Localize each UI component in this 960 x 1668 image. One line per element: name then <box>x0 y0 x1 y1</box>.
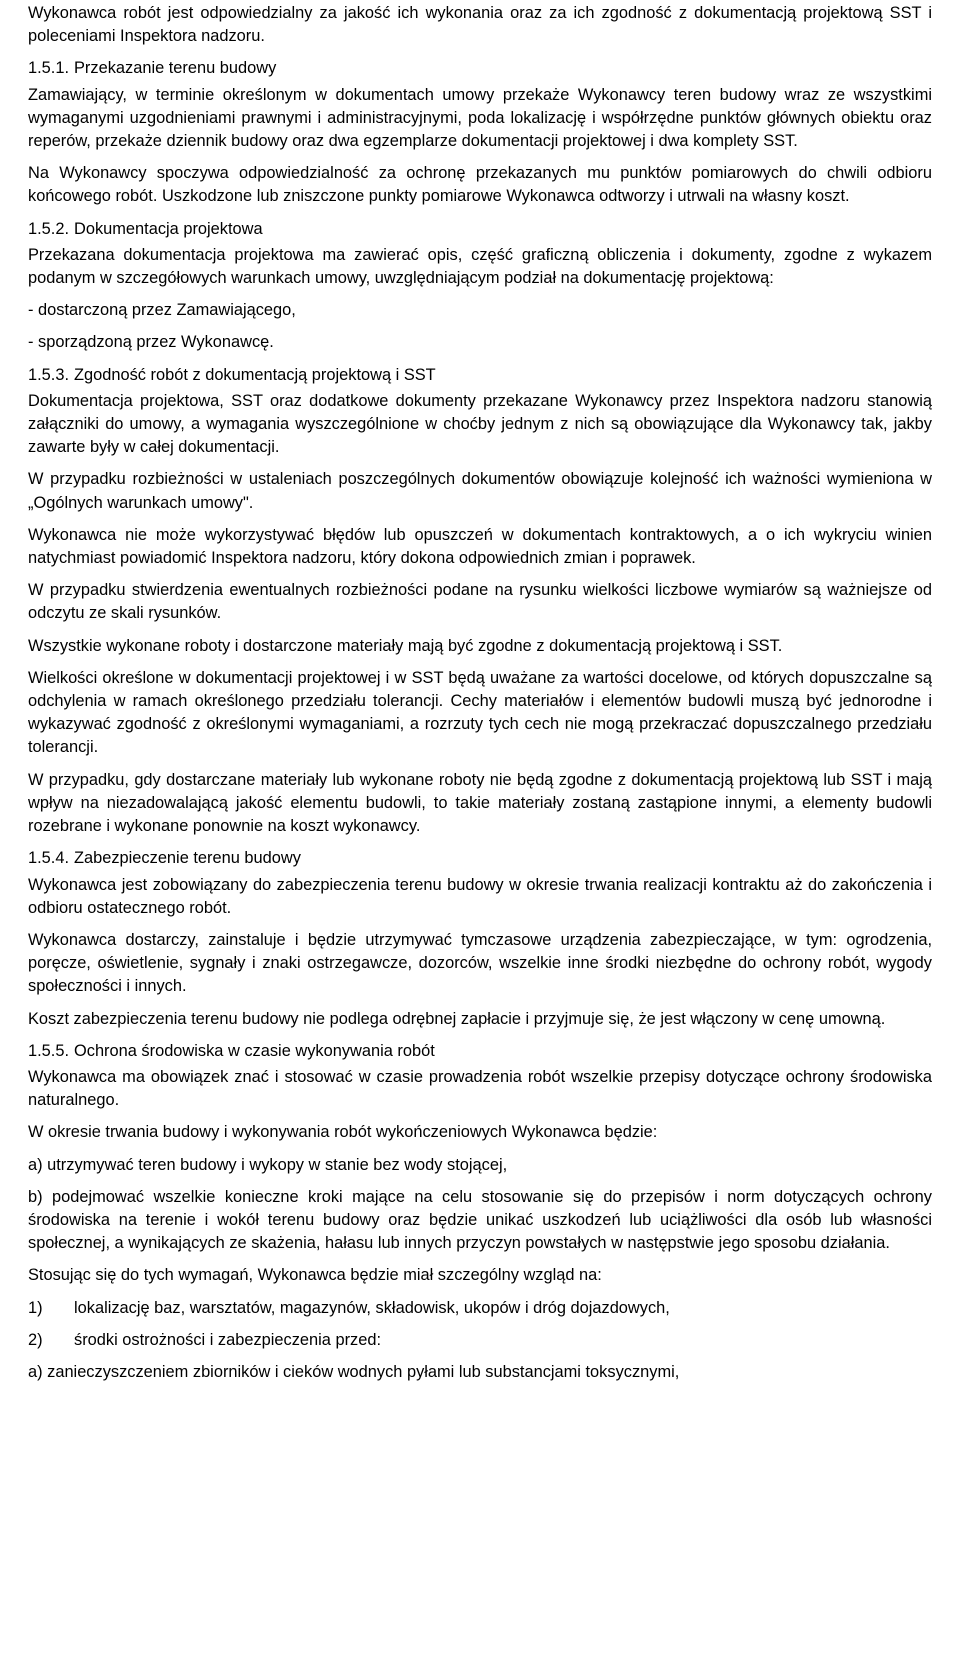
paragraph: Dokumentacja projektowa, SST oraz dodatkowe dokumenty przekazane Wykonawcy przez Inspektora nadzoru stanowią załączniki do umowy, a wymagania wyszczególnione w choćby jednym z nich są obowiązujące dla Wykonawcy tak, jakby zawarte były w całej dokumentacji. <box>28 391 932 457</box>
numbered-item-1 <box>28 1297 932 1320</box>
list-item: b) podejmować wszelkie konieczne kroki mające na celu stosowanie się do przepisów i norm dotyczących ochrony środowiska na terenie i wokół terenu budowy oraz będzie unikać uszkodzeń lub uciążliwości dla osób lub własności społecznej, a wynikających ze skażenia, hałasu lub innych przyczyn powstałych w następstwie jego sposobu działania. <box>28 1187 932 1253</box>
paragraph: Wykonawca dostarczy, zainstaluje i będzie utrzymywać tymczasowe urządzenia zabezpieczające, w tym: ogrodzenia, poręcze, oświetlenie, sygnały i znaki ostrzegawcze, dozorców, wszelkie inne środki niezbędne do ochrony robót, wygody społeczności i innych. <box>28 930 932 996</box>
section-title: Przekazanie terenu budowy <box>74 59 277 78</box>
section-heading-1-5-3 <box>28 364 932 387</box>
paragraph: Zamawiający, w terminie określonym w dokumentach umowy przekaże Wykonawcy teren budowy wraz ze wszystkimi wymaganymi uzgodnieniami prawnymi i administracyjnymi, poda lokalizację i współrzędne punktów głównych obiektu oraz reperów, przekaże dziennik budowy oraz dwa egzemplarze dokumentacji projektowej i dwa komplety SST. <box>28 85 932 151</box>
item-number: 1) <box>28 1298 43 1317</box>
section-title: Zabezpieczenie terenu budowy <box>74 849 301 868</box>
section-number: 1.5.4. <box>28 849 70 868</box>
section-number: 1.5.5. <box>28 1041 70 1060</box>
section-number: 1.5.1. <box>28 59 70 78</box>
section-heading-1-5-2 <box>28 218 932 241</box>
paragraph: Wykonawca robót jest odpowiedzialny za jakość ich wykonania oraz za ich zgodność z dokumentacją projektową SST i poleceniami Inspektora nadzoru. <box>28 4 932 46</box>
section-number: 1.5.2. <box>28 219 70 238</box>
section-heading-1-5-5 <box>28 1040 932 1063</box>
paragraph: W przypadku rozbieżności w ustaleniach poszczególnych dokumentów obowiązuje kolejność ich ważności wymieniona w „Ogólnych warunkach umowy". <box>28 470 932 512</box>
section-title: Ochrona środowiska w czasie wykonywania robót <box>74 1041 435 1060</box>
section-heading-1-5-1 <box>28 57 932 80</box>
paragraph: Przekazana dokumentacja projektowa ma zawierać opis, część graficzną obliczenia i dokumenty, zgodne z wykazem podanym w szczegółowych warunkach umowy, uwzględniającym podział na dokumentację projektową: <box>28 245 932 288</box>
paragraph: Koszt zabezpieczenia terenu budowy nie podlega odrębnej zapłacie i przyjmuje się, że jest włączony w cenę umowną. <box>28 1009 886 1028</box>
section-title: Dokumentacja projektowa <box>74 219 263 238</box>
paragraph: Wykonawca nie może wykorzystywać błędów lub opuszczeń w dokumentach kontraktowych, a o ich wykryciu winien natychmiast powiadomić Inspektora nadzoru, który dokona odpowiednich zmian i poprawek. <box>28 525 932 568</box>
paragraph: W okresie trwania budowy i wykonywania robót wykończeniowych Wykonawca będzie: <box>28 1123 658 1142</box>
paragraph: Wszystkie wykonane roboty i dostarczone materiały mają być zgodne z dokumentacją projektową i SST. <box>28 636 783 655</box>
paragraph: Wykonawca jest zobowiązany do zabezpieczenia terenu budowy w okresie trwania realizacji kontraktu aż do zakończenia i odbioru ostatecznego robót. <box>28 875 932 917</box>
item-number: 2) <box>28 1330 43 1349</box>
paragraph: W przypadku stwierdzenia ewentualnych rozbieżności podane na rysunku wielkości liczbowe wymiarów są ważniejsze od odczytu ze skali rysunków. <box>28 581 932 623</box>
item-text: lokalizację baz, warsztatów, magazynów, składowisk, ukopów i dróg dojazdowych, <box>74 1298 670 1317</box>
paragraph: Stosując się do tych wymagań, Wykonawca będzie miał szczególny wzgląd na: <box>28 1266 602 1285</box>
section-heading-1-5-4 <box>28 847 932 870</box>
list-item: - sporządzoną przez Wykonawcę. <box>28 333 274 352</box>
paragraph: Na Wykonawcy spoczywa odpowiedzialność za ochronę przekazanych mu punktów pomiarowych do chwili odbioru końcowego robót. Uszkodzone lub zniszczone punkty pomiarowe Wykonawca odtworzy i utrwali na własny koszt. <box>28 164 932 206</box>
list-item: a) zanieczyszczeniem zbiorników i cieków wodnych pyłami lub substancjami toksycznymi, <box>28 1362 680 1381</box>
section-number: 1.5.3. <box>28 365 70 384</box>
numbered-item-2 <box>28 1329 932 1352</box>
paragraph: Wykonawca ma obowiązek znać i stosować w czasie prowadzenia robót wszelkie przepisy dotyczące ochrony środowiska naturalnego. <box>28 1067 932 1110</box>
list-item: - dostarczoną przez Zamawiającego, <box>28 301 296 320</box>
paragraph: Wielkości określone w dokumentacji projektowej i w SST będą uważane za wartości docelowe, od których dopuszczalne są odchylenia w ramach określonego przedziału tolerancji. Cechy materiałów i elementów budowli muszą być jednorodne i wykazywać zgodność z określonymi wymaganiami, a rozrzuty tych cech nie mogą przekraczać dopuszczalnego przedziału tolerancji. <box>28 668 932 757</box>
paragraph: W przypadku, gdy dostarczane materiały lub wykonane roboty nie będą zgodne z dokumentacją projektową lub SST i mają wpływ na niezadowalającą jakość elementu budowli, to takie materiały zostaną zastąpione innymi, a elementy budowli rozebrane i wykonane ponownie na koszt wykonawcy. <box>28 770 932 836</box>
list-item: a) utrzymywać teren budowy i wykopy w stanie bez wody stojącej, <box>28 1155 508 1174</box>
item-text: środki ostrożności i zabezpieczenia przed: <box>74 1330 382 1349</box>
section-title: Zgodność robót z dokumentacją projektową i SST <box>74 365 436 384</box>
